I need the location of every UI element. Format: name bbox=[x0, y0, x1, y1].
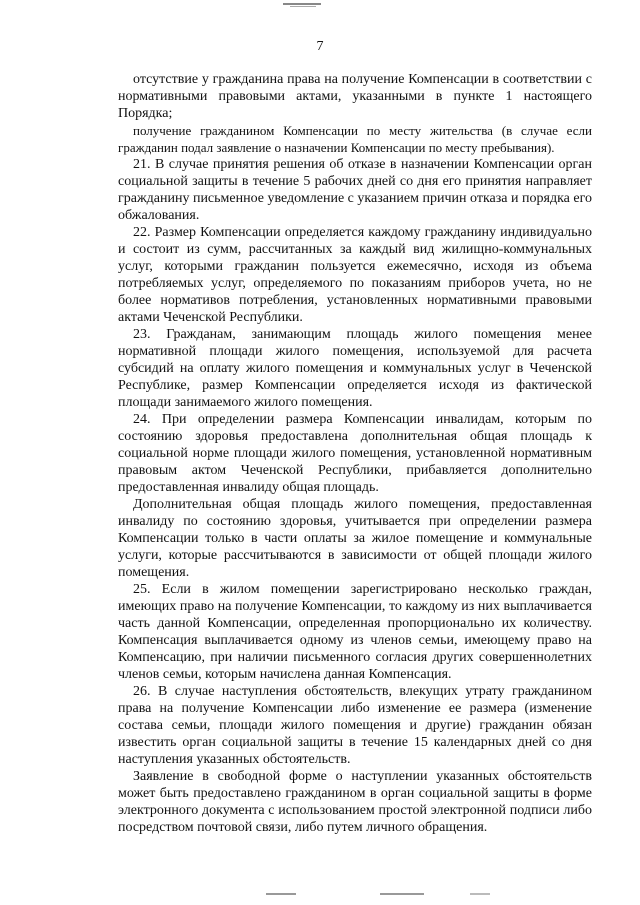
paragraph-24-additional: Дополнительная общая площадь жилого помещения, предоставленная инвалиду по состоянию здоровья, учитывается при определении размера Компенсации только в части оплаты за жилое помещение и коммунальные услуги, которые рассчитываются в зависимости от общей площади жилого помещения. bbox=[118, 497, 592, 580]
paragraph-26-application: Заявление в свободной форме о наступлении указанных обстоятельств может быть предоставлено гражданином в орган социальной защиты в форме электронного документа с использованием простой электронной подписи либо посредством почтовой связи, либо путем личного обращения. bbox=[118, 769, 592, 835]
scan-artifact-top-2 bbox=[290, 6, 316, 7]
paragraph-22: 22. Размер Компенсации определяется каждому гражданину индивидуально и состоит из сумм, рассчитанных за каждый вид жилищно-коммунальных услуг, которыми гражданин пользуется ежемесячно, исходя из объема потребляемых услуг, определяемого по показаниям приборов учета, но не более нормативов потребления, установленных нормативными правовыми актами Чеченской Республики. bbox=[118, 225, 592, 325]
paragraph-no-right: отсутствие у гражданина права на получение Компенсации в соответствии с нормативными правовыми актами, указанными в пункте 1 настоящего Порядка; bbox=[118, 72, 592, 121]
scan-artifact-bottom-3 bbox=[470, 893, 490, 895]
paragraph-24: 24. При определении размера Компенсации инвалидам, которым по состоянию здоровья предоставлена дополнительная общая площадь к социальной норме площади жилого помещения, установленной нормативным правовым актом Чеченской Республики, прибавляется дополнительно предоставленная инвалиду общая площадь. bbox=[118, 412, 592, 495]
paragraph-23: 23. Гражданам, занимающим площадь жилого помещения менее нормативной площади жилого помещения, используемой для расчета субсидий на оплату жилого помещения и коммунальных услуг в Чеченской Республике, размер Компенсации определяется исходя из фактической площади занимаемого жилого помещения. bbox=[118, 327, 592, 410]
scan-artifact-top bbox=[283, 3, 321, 5]
scan-artifact-bottom-1 bbox=[266, 893, 296, 895]
document-body bbox=[118, 71, 592, 836]
scan-artifact-bottom-2 bbox=[380, 893, 424, 895]
page-number: 7 bbox=[316, 39, 324, 54]
paragraph-26: 26. В случае наступления обстоятельств, влекущих утрату гражданином права на получение Компенсации либо изменение ее размера (изменение состава семьи, площади жилого помещения и другие) гражданин обязан известить орган социальной защиты в течение 15 календарных дней со дня наступления указанных обстоятельств. bbox=[118, 684, 592, 767]
paragraph-25: 25. Если в жилом помещении зарегистрировано несколько граждан, имеющих право на получение Компенсации, то каждому из них выплачивается часть данной Компенсации, определенная пропорционально их количеству. Компенсация выплачивается одному из членов семьи, имеющему право на Компенсацию, при наличии письменного согласия других совершеннолетних членов семьи, которым начислена данная Компенсация. bbox=[118, 582, 592, 682]
paragraph-21: 21. В случае принятия решения об отказе в назначении Компенсации орган социальной защиты в течение 5 рабочих дней со дня его принятия направляет гражданину письменное уведомление с указанием причин отказа и порядка его обжалования. bbox=[118, 157, 592, 223]
paragraph-residence: получение гражданином Компенсации по месту жительства (в случае если гражданин подал заявление о назначении Компенсации по месту пребывания). bbox=[118, 123, 592, 155]
